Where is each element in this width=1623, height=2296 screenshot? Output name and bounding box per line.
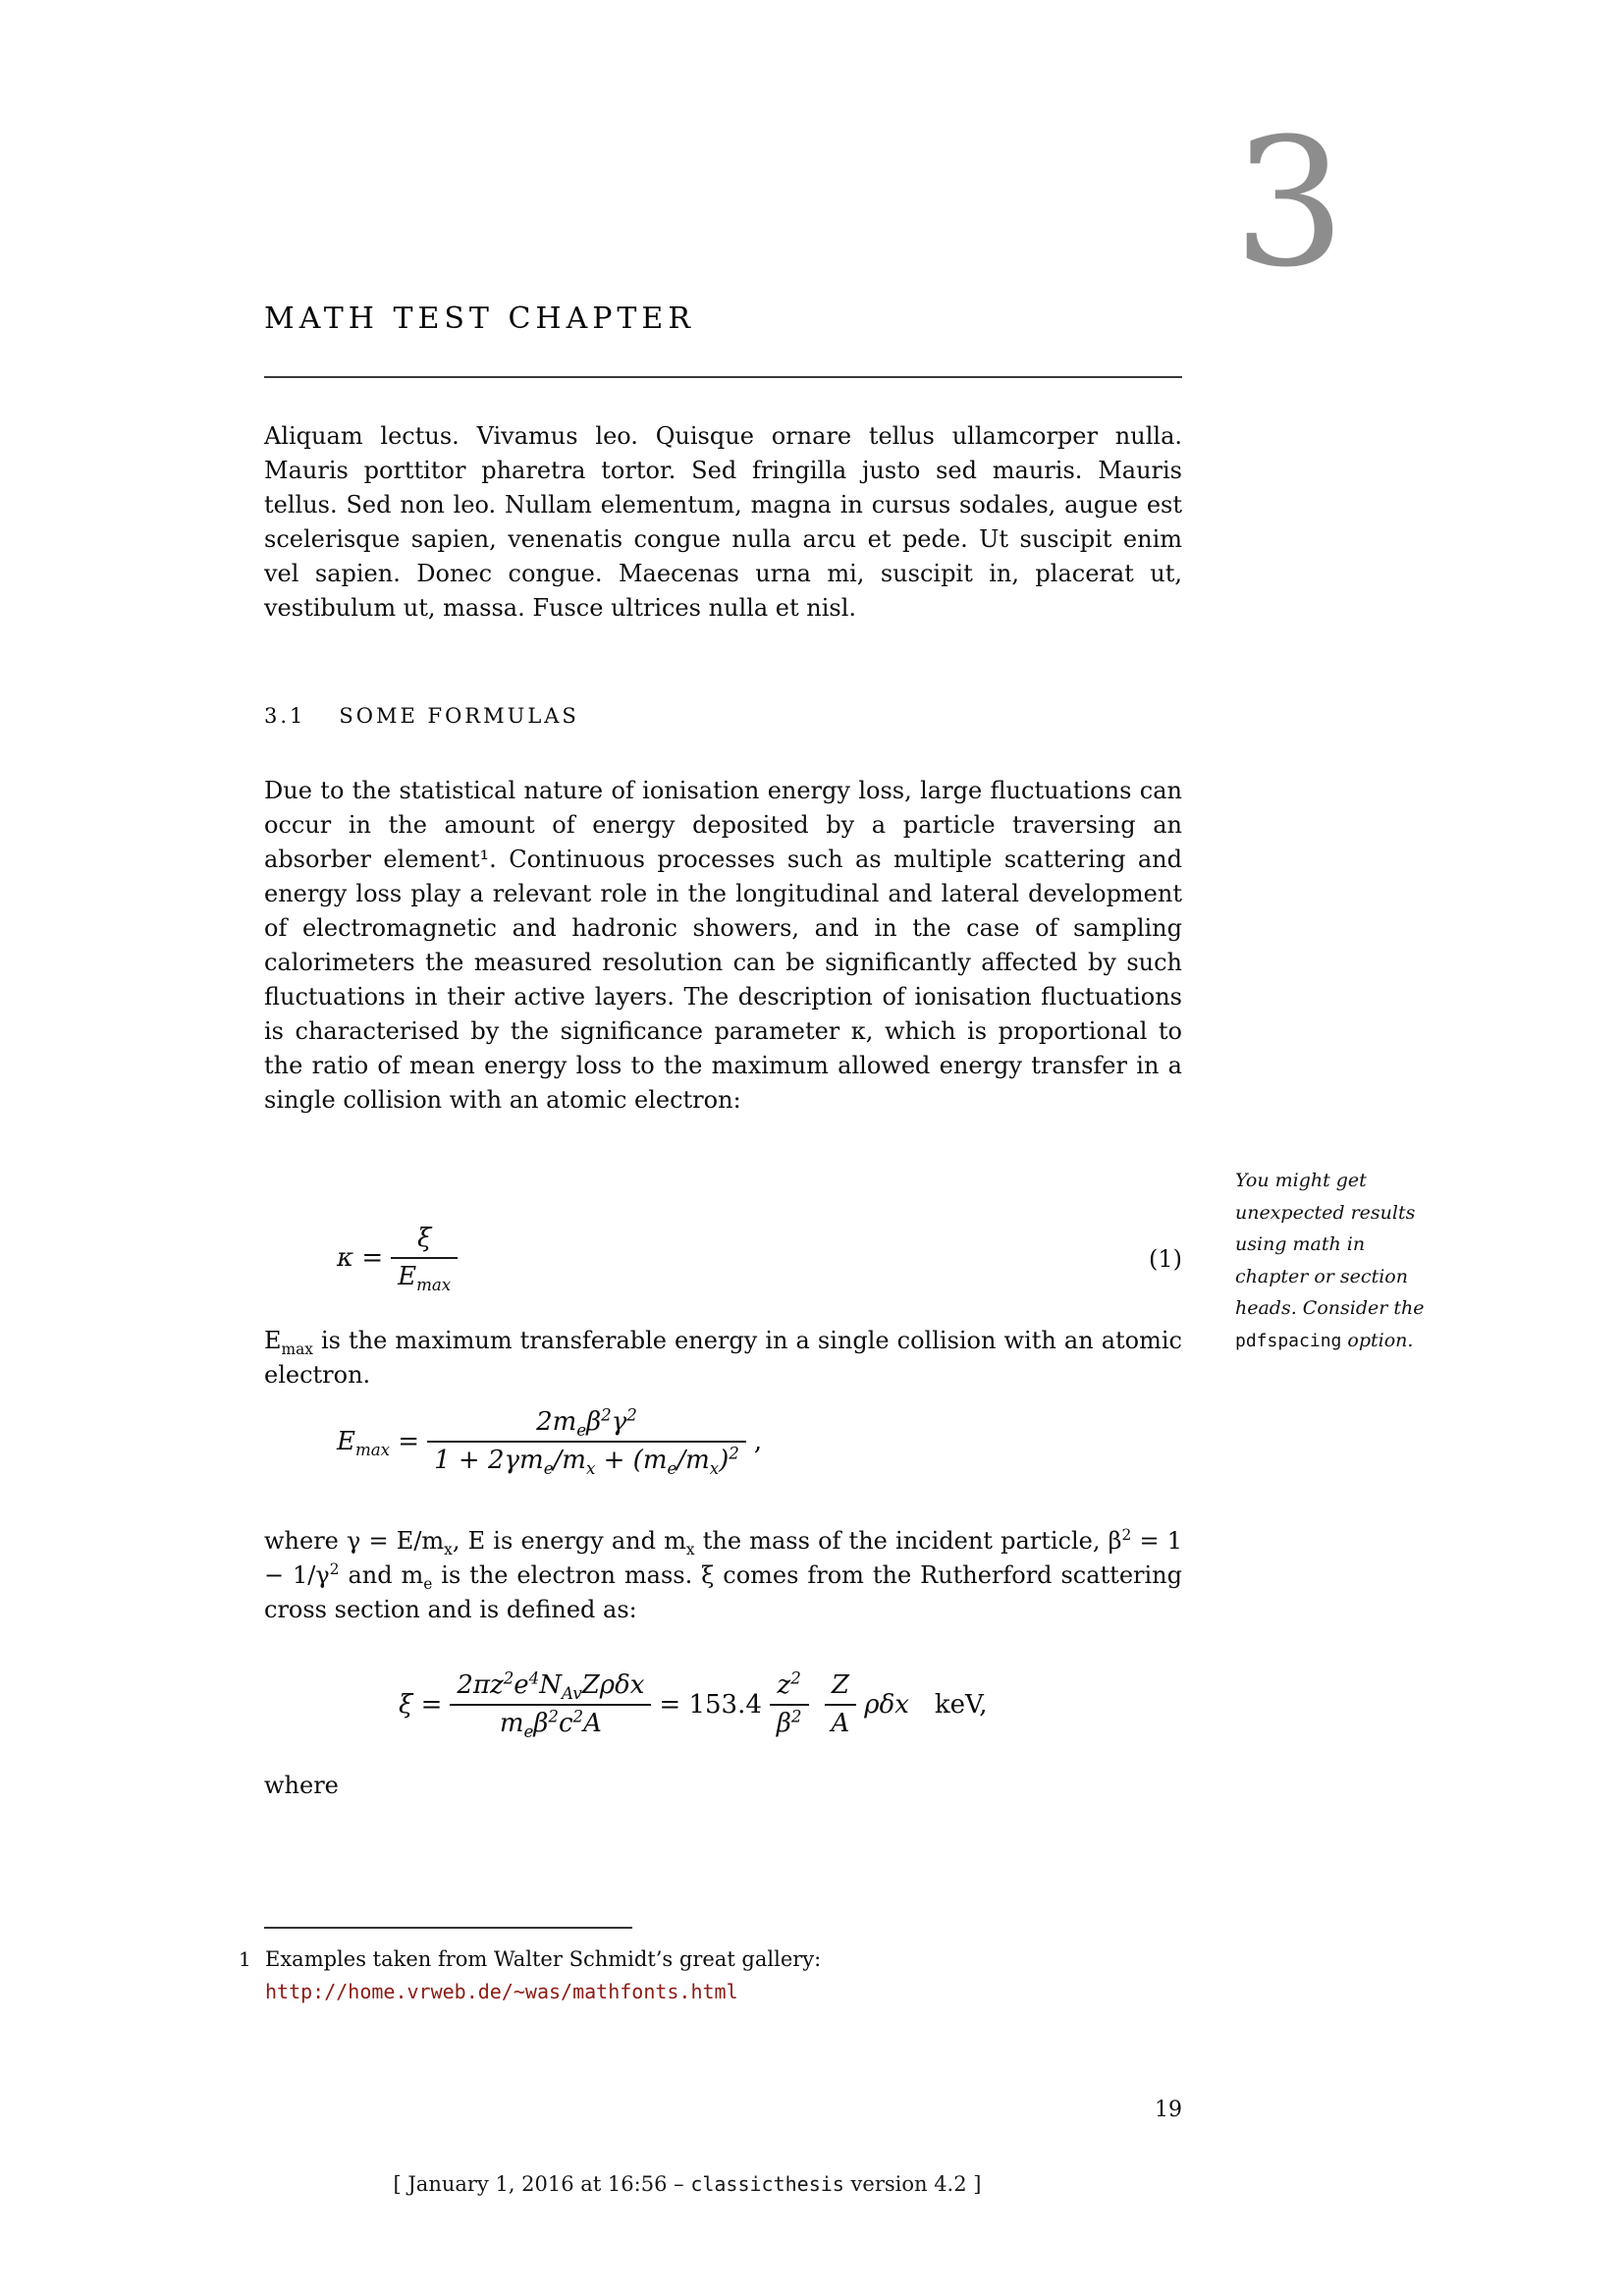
section-heading — [264, 704, 579, 728]
chapter-title: MATH TEST CHAPTER — [264, 301, 695, 336]
equation-emax-comma: , — [753, 1427, 763, 1457]
equation-xi-denominator2: $\beta^2$ — [776, 1707, 802, 1739]
section-number: 3.1 — [264, 704, 306, 728]
equation-xi-tail: ρδx — [864, 1690, 909, 1721]
equation-xi-denominator1: $m_e\beta^2c^2A$ — [499, 1707, 602, 1742]
equation-xi-unit: keV, — [934, 1690, 988, 1721]
equation-emax — [337, 1404, 762, 1479]
margin-note-line: heads. Consider the — [1235, 1297, 1425, 1319]
equation-xi-numerator1: $2\pi z^2e^4N_{Av}Z\rho\delta x$ — [457, 1668, 645, 1704]
equation-emax-denominator: $1 + 2\gamma m_e/m_x + (m_e/m_x)^2$ — [434, 1444, 739, 1479]
equation-xi-mid: = 153.4 — [659, 1690, 762, 1721]
equation-kappa-numerator: ξ — [416, 1224, 432, 1253]
margin-note-pdfspacing: pdfspacing — [1235, 1330, 1342, 1351]
equation-emax-fraction — [427, 1404, 746, 1479]
footer-date: [ January 1, 2016 at 16:56 – — [393, 2172, 691, 2196]
footnote-marker: 1 — [239, 1947, 251, 1971]
margin-note-line: using math in — [1235, 1233, 1366, 1255]
equation-emax-lhs: $E_{max}$ = — [337, 1427, 420, 1460]
emax-paragraph: $E_{max}$ is the maximum transferable energy in a single collision with an atomic electron. — [264, 1327, 1182, 1389]
page-number: 19 — [1155, 2098, 1182, 2122]
equation-xi — [399, 1667, 988, 1742]
body-paragraph: Due to the statistical nature of ionisation energy loss, large fluctuations can occur in the amount of energy deposited by a particle traversing an absorber element¹. Continuous processes such as multiple scattering and energy loss play a relevant role in the longitudinal and lateral development of electromagnetic and hadronic showers, and in the case of sampling calorimeters the measured resolution can be significantly affected by such fluctuations in their active layers. The description of ionisation fluctuations is characterised by the significance parameter κ, which is proportional to the ratio of mean energy loss to the maximum allowed energy transfer in a single collision with an atomic electron: — [264, 777, 1182, 1114]
footer — [0, 2172, 1375, 2196]
equation-number: (1) — [1149, 1245, 1182, 1273]
footnote-text: Examples taken from Walter Schmidt’s great gallery: — [265, 1947, 822, 1971]
section-title: SOME FORMULAS — [339, 704, 579, 728]
gamma-paragraph: where $\gamma = E/m_x$, E is energy and $m_x$ the mass of the incident particle, $\beta^2 = 1 - 1/\gamma^2$ and $m_e$ is the electron mass. ξ comes from the Rutherford scattering cross section and is defined as: — [264, 1526, 1183, 1623]
intro-paragraph: Aliquam lectus. Vivamus leo. Quisque ornare tellus ullamcorper nulla. Mauris porttitor pharetra tortor. Sed fringilla justo sed mauris. Mauris tellus. Sed non leo. Nullam elementum, magna in cursus sodales, augue est scelerisque sapien, venenatis congue nulla arcu et pede. Ut suscipit enim vel sapien. Donec congue. Maecenas urna mi, suscipit in, placerat ut, vestibulum ut, massa. Fusce ultrices nulla et nisl. — [264, 422, 1182, 622]
equation-xi-fraction1 — [450, 1667, 651, 1742]
margin-note — [1235, 1165, 1463, 1357]
footnote-rule — [264, 1927, 632, 1929]
footnote — [265, 1944, 1149, 2007]
where-label: where — [264, 1772, 339, 1799]
margin-note-line: unexpected results — [1235, 1201, 1416, 1224]
margin-note-line — [1235, 1325, 1463, 1358]
equation-xi-fraction3 — [825, 1667, 857, 1742]
footer-classicthesis: classicthesis — [690, 2172, 844, 2196]
equation-emax-numerator: $2m_e\beta^2\gamma^2$ — [536, 1405, 637, 1441]
equation-xi-lhs: ξ = — [399, 1690, 443, 1721]
footer-version: version 4.2 ] — [843, 2172, 982, 2196]
equation-kappa — [337, 1221, 465, 1295]
footnote-url-link[interactable]: http://home.vrweb.de/~was/mathfonts.html — [265, 1980, 738, 2003]
equation-kappa-denominator: $E_{max}$ — [398, 1262, 452, 1295]
chapter-rule — [264, 376, 1182, 378]
equation-xi-denominator3: A — [831, 1709, 850, 1739]
equation-kappa-fraction — [391, 1221, 458, 1295]
equation-xi-numerator3: Z — [831, 1670, 849, 1700]
equation-xi-numerator2: $z^2$ — [777, 1668, 801, 1700]
equation-xi-fraction2 — [770, 1667, 809, 1742]
margin-note-tail: option. — [1341, 1329, 1414, 1351]
margin-note-line: You might get — [1235, 1170, 1367, 1191]
equation-kappa-lhs: κ = — [337, 1243, 384, 1274]
chapter-number: 3 — [1233, 101, 1346, 306]
margin-note-line: chapter or section — [1235, 1265, 1408, 1287]
